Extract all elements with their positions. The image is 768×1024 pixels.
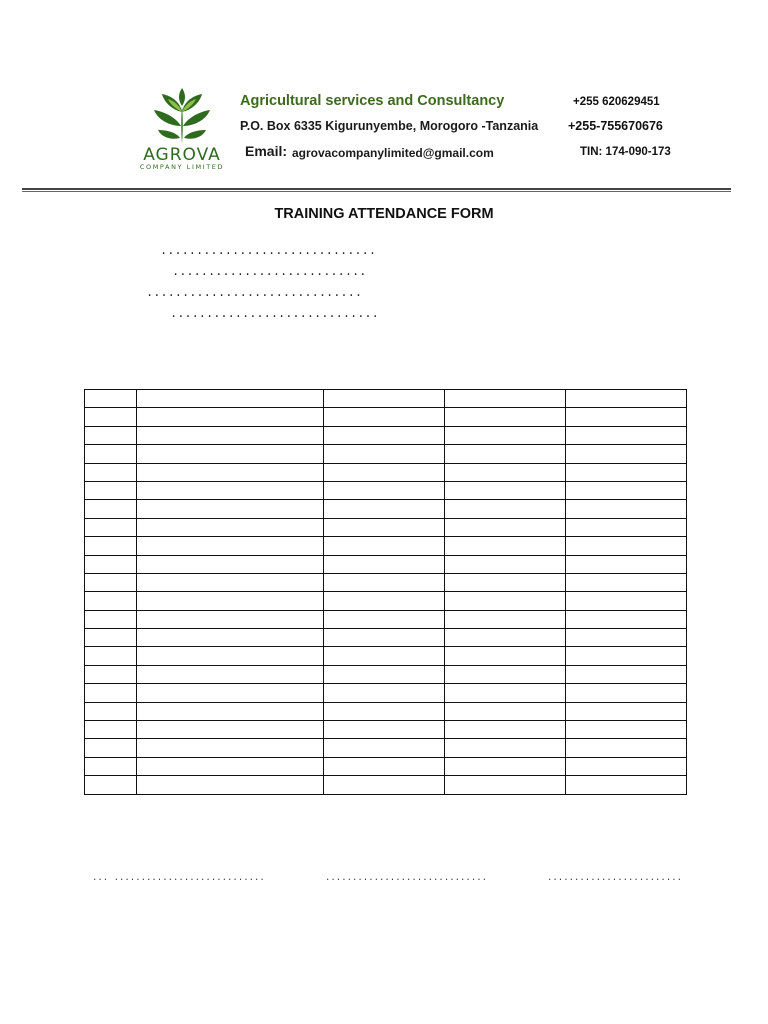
table-cell[interactable] <box>566 500 687 518</box>
table-cell[interactable] <box>137 555 324 573</box>
table-cell[interactable] <box>566 445 687 463</box>
header-divider-thin <box>22 191 731 192</box>
table-cell[interactable] <box>324 757 445 775</box>
signature-line[interactable]: .............................. <box>325 873 488 883</box>
table-cell[interactable] <box>137 463 324 481</box>
table-cell[interactable] <box>324 592 445 610</box>
table-cell[interactable] <box>445 555 566 573</box>
table-cell[interactable] <box>445 665 566 683</box>
table-cell[interactable] <box>445 537 566 555</box>
table-cell[interactable] <box>85 573 137 591</box>
table-cell[interactable] <box>85 629 137 647</box>
table-cell[interactable] <box>324 408 445 426</box>
table-cell[interactable] <box>566 739 687 757</box>
table-cell[interactable] <box>137 665 324 683</box>
table-cell[interactable] <box>566 481 687 499</box>
table-cell[interactable] <box>324 610 445 628</box>
table-cell[interactable] <box>137 684 324 702</box>
table-cell[interactable] <box>85 500 137 518</box>
table-row <box>85 518 687 536</box>
form-field-line[interactable]: ........................... <box>172 265 367 279</box>
table-cell[interactable] <box>137 500 324 518</box>
table-cell[interactable] <box>85 463 137 481</box>
header-divider <box>22 188 731 190</box>
table-cell[interactable] <box>566 463 687 481</box>
company-tagline: Agricultural services and Consultancy <box>240 93 505 109</box>
logo-name: AGROVA <box>143 145 221 165</box>
table-row <box>85 665 687 683</box>
table-cell[interactable] <box>566 537 687 555</box>
table-cell[interactable] <box>85 702 137 720</box>
table-cell[interactable] <box>324 445 445 463</box>
table-cell[interactable] <box>324 739 445 757</box>
table-cell[interactable] <box>445 757 566 775</box>
table-row <box>85 610 687 628</box>
signature-line[interactable]: ......................... <box>547 873 683 883</box>
table-cell[interactable] <box>85 739 137 757</box>
table-cell[interactable] <box>566 721 687 739</box>
attendance-table-body <box>85 390 687 795</box>
logo-subtitle: COMPANY LIMITED <box>139 163 225 171</box>
table-cell[interactable] <box>324 390 445 408</box>
table-cell[interactable] <box>137 592 324 610</box>
table-cell[interactable] <box>137 702 324 720</box>
table-cell[interactable] <box>85 555 137 573</box>
table-row <box>85 702 687 720</box>
table-cell[interactable] <box>324 684 445 702</box>
phone-number-1: +255 620629451 <box>573 96 660 108</box>
table-cell[interactable] <box>137 739 324 757</box>
table-cell[interactable] <box>324 647 445 665</box>
table-cell[interactable] <box>85 445 137 463</box>
table-cell[interactable] <box>85 647 137 665</box>
table-cell[interactable] <box>137 390 324 408</box>
table-cell[interactable] <box>445 629 566 647</box>
table-cell[interactable] <box>137 481 324 499</box>
table-row <box>85 408 687 426</box>
table-cell[interactable] <box>85 757 137 775</box>
table-cell[interactable] <box>85 537 137 555</box>
table-row <box>85 592 687 610</box>
table-cell[interactable] <box>324 426 445 444</box>
table-cell[interactable] <box>85 426 137 444</box>
table-cell[interactable] <box>85 721 137 739</box>
table-cell[interactable] <box>566 573 687 591</box>
table-cell[interactable] <box>566 665 687 683</box>
email-label: Email: <box>245 143 288 159</box>
table-cell[interactable] <box>324 463 445 481</box>
table-cell[interactable] <box>445 592 566 610</box>
table-cell[interactable] <box>137 408 324 426</box>
table-cell[interactable] <box>445 518 566 536</box>
table-cell[interactable] <box>445 684 566 702</box>
attendance-table <box>84 389 687 795</box>
table-cell[interactable] <box>85 408 137 426</box>
table-cell[interactable] <box>566 426 687 444</box>
table-row <box>85 776 687 794</box>
table-row <box>85 629 687 647</box>
table-cell[interactable] <box>445 739 566 757</box>
form-field-line[interactable]: ............................. <box>170 307 379 321</box>
table-row <box>85 445 687 463</box>
company-address: P.O. Box 6335 Kigurunyembe, Morogoro -Tanzania <box>240 119 539 133</box>
table-row <box>85 500 687 518</box>
table-row <box>85 426 687 444</box>
table-row <box>85 684 687 702</box>
table-row <box>85 757 687 775</box>
table-cell[interactable] <box>324 518 445 536</box>
table-cell[interactable] <box>566 555 687 573</box>
table-row <box>85 463 687 481</box>
table-cell[interactable] <box>445 776 566 794</box>
table-cell[interactable] <box>137 518 324 536</box>
table-cell[interactable] <box>85 610 137 628</box>
email-address: agrovacompanylimited@gmail.com <box>292 146 494 160</box>
table-cell[interactable] <box>137 721 324 739</box>
table-cell[interactable] <box>445 463 566 481</box>
table-cell[interactable] <box>445 702 566 720</box>
table-cell[interactable] <box>445 481 566 499</box>
table-cell[interactable] <box>566 757 687 775</box>
table-cell[interactable] <box>566 684 687 702</box>
table-cell[interactable] <box>85 518 137 536</box>
table-cell[interactable] <box>324 500 445 518</box>
table-cell[interactable] <box>566 647 687 665</box>
table-cell[interactable] <box>137 610 324 628</box>
table-cell[interactable] <box>324 573 445 591</box>
table-cell[interactable] <box>445 610 566 628</box>
table-cell[interactable] <box>85 684 137 702</box>
table-cell[interactable] <box>566 390 687 408</box>
table-cell[interactable] <box>324 537 445 555</box>
table-cell[interactable] <box>445 647 566 665</box>
tin-number: TIN: 174-090-173 <box>580 146 671 158</box>
table-cell[interactable] <box>137 537 324 555</box>
phone-number-2: +255-755670676 <box>568 119 663 133</box>
table-row <box>85 721 687 739</box>
table-cell[interactable] <box>85 592 137 610</box>
table-cell[interactable] <box>137 629 324 647</box>
table-cell[interactable] <box>324 629 445 647</box>
table-cell[interactable] <box>137 426 324 444</box>
table-cell[interactable] <box>566 610 687 628</box>
signature-line[interactable]: ... ............................ <box>92 873 265 883</box>
table-cell[interactable] <box>445 573 566 591</box>
plant-logo-icon <box>132 86 232 146</box>
table-cell[interactable] <box>324 555 445 573</box>
table-cell[interactable] <box>324 776 445 794</box>
table-cell[interactable] <box>324 665 445 683</box>
table-cell[interactable] <box>445 500 566 518</box>
table-cell[interactable] <box>445 721 566 739</box>
table-cell[interactable] <box>324 721 445 739</box>
form-field-line[interactable]: .............................. <box>146 286 363 300</box>
table-row <box>85 555 687 573</box>
table-cell[interactable] <box>137 647 324 665</box>
table-cell[interactable] <box>566 629 687 647</box>
table-cell[interactable] <box>566 592 687 610</box>
table-row <box>85 537 687 555</box>
table-row <box>85 481 687 499</box>
table-cell[interactable] <box>85 390 137 408</box>
table-cell[interactable] <box>445 445 566 463</box>
table-cell[interactable] <box>566 518 687 536</box>
table-cell[interactable] <box>137 776 324 794</box>
table-cell[interactable] <box>566 776 687 794</box>
table-row <box>85 739 687 757</box>
table-row <box>85 390 687 408</box>
table-row <box>85 647 687 665</box>
table-cell[interactable] <box>85 776 137 794</box>
table-cell[interactable] <box>85 481 137 499</box>
table-cell[interactable] <box>324 702 445 720</box>
table-cell[interactable] <box>137 757 324 775</box>
table-cell[interactable] <box>445 390 566 408</box>
table-cell[interactable] <box>324 481 445 499</box>
table-cell[interactable] <box>566 702 687 720</box>
table-cell[interactable] <box>445 426 566 444</box>
table-cell[interactable] <box>445 408 566 426</box>
table-cell[interactable] <box>566 408 687 426</box>
table-cell[interactable] <box>137 445 324 463</box>
form-field-line[interactable]: .............................. <box>160 244 377 258</box>
table-cell[interactable] <box>85 665 137 683</box>
table-row <box>85 573 687 591</box>
table-cell[interactable] <box>137 573 324 591</box>
form-title: TRAINING ATTENDANCE FORM <box>274 206 494 222</box>
